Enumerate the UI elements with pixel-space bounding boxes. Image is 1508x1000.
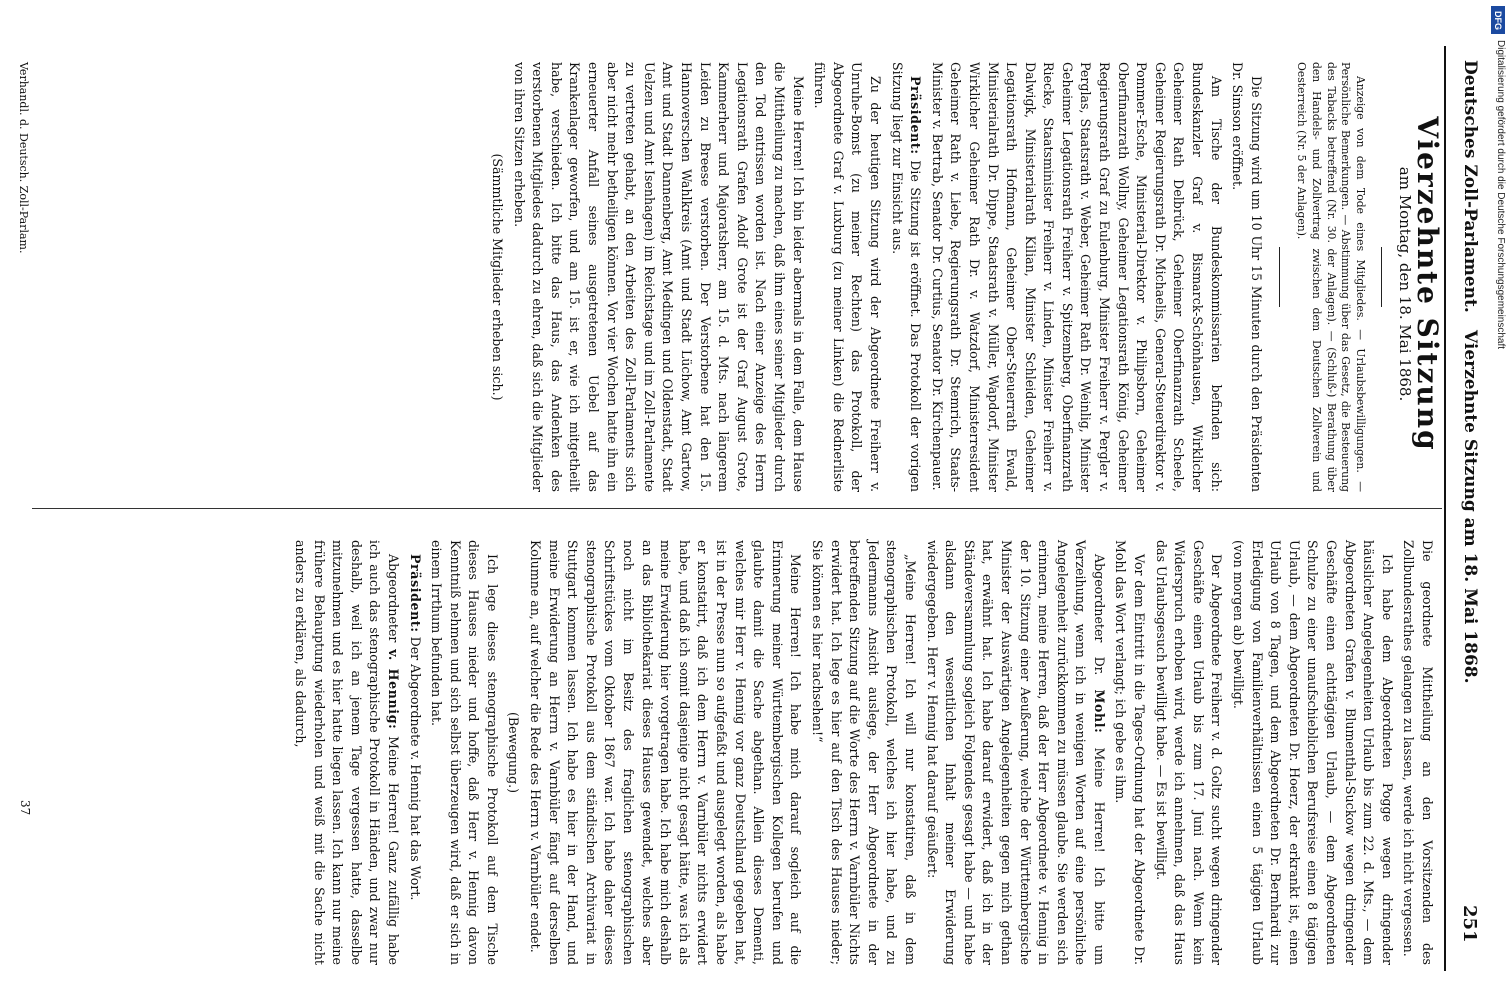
session-title: Vierzehnte Sitzung xyxy=(1411,116,1444,452)
paragraph: Der Abgeordnete Freiherr v. d. Goltz sucht wegen dringender Geschäfte einen Urlaub bis zum 17. Juni nach. Wenn kein Widerspruch erhoben wird, werde ich annehmen, daß das Haus das Urlaubsgesuch bewilligt habe. — Es ist bewilligt. xyxy=(1153,540,1225,965)
left-column xyxy=(485,62,1444,492)
speaker-name: Mohl: xyxy=(1091,689,1107,734)
digitization-note: Digitalisierung gefördert durch die Deutsche Forschungsgemeinschaft xyxy=(1495,40,1506,350)
running-header-left: Deutsches Zoll-Parlament. xyxy=(1460,60,1480,313)
column-rule xyxy=(32,508,1442,509)
header-rule xyxy=(1444,46,1446,971)
paragraph: Ich habe dem Abgeordneten Pogge wegen dringender häuslicher Angelegenheiten Urlaub bis zum 22. d. Mts., — dem Abgeordneten Grafen v. Blumenthal-Suckow wegen dringender Geschäfte einen achttägigen Urlaub, — dem Abgeordneten Schulze zu einer unaufschieblichen Berufsreise einen 8 tägigen Urlaub, — dem Abgeordneten Dr. Hoerz, der erkrankt ist, einen Urlaub von 8 Tagen, und dem Abgeordneten Dr. Bernhardi zur Erledigung von Familienverhältnissen einen 5 tägigen Urlaub (von morgen ab) bewilligt. xyxy=(1231,540,1395,965)
speech-text: Meine Herren! Ganz zufällig habe ich auch das stenographische Protokoll in Händen, und zwar nur deshalb, weil ich an jenem Tage vergessen hatte, dasselbe mitzunehmen und es hier hatte liegen lassen. Ich kann nur meine frühere Behauptung wiederholen und weiß mit die Sache nicht anders zu erklären, als dadurch, xyxy=(292,540,401,965)
paragraph xyxy=(290,540,402,965)
summary-divider xyxy=(1279,247,1280,307)
right-column xyxy=(287,540,1436,965)
running-header-center: Vierzehnte Sitzung am 18. Mai 1868. xyxy=(1460,330,1480,684)
signature-mark: 37 xyxy=(18,800,32,816)
title-divider xyxy=(1381,247,1382,307)
dfg-logo: DFG xyxy=(1491,6,1505,34)
speaker-name: v. Hennig: xyxy=(385,649,401,730)
stage-direction: (Sämmtliche Mitglieder erheben sich.) xyxy=(490,153,506,401)
paragraph: Meine Herren! Ich habe mich darauf sogleich auf die Erinnerung meiner Württembergischen Kollegen berufen und glaubte damit die Sache abgethan. Allein dieses Dementi, welches mir Herr v. Hennig vor ganz Deutschland gegeben hat, ist in der Presse nun so aufgefaßt und ausgelegt worden, als habe er konstatirt, daß ich dem Herrn v. Varnbüler nichts erwidert habe, und daß ich somit dasjenige nicht gesagt hätte, was ich als meine Erwiderung hier vorgetragen habe. Ich habe mich deshalb an das Bibliothekariat dieses Hauses gewendet, welches aber noch nicht im Besitz des fraglichen stenographischen Schriftstückes vom Oktober 1867 war. Ich habe daher dieses stenographische Protokoll aus dem ständischen Archivariat in Stuttgart kommen lassen. Ich habe es hier in der Hand, und meine Erwiderung an Herrn v. Varnbüler fängt auf derselben Kolumne an, auf welcher die Rede des Herrn v. Varnbüler endet. xyxy=(528,540,804,965)
quotation: „Meine Herren! Ich will nur konstatiren, daß in dem stenographischen Protokoll, welches ich hier habe, und zu Jedermanns Ansicht auslege, der Herr Abgeordnete in der betreffenden Sitzung auf die Worte des Herrn v. Varnbüler Nichts erwidert hat. Ich lege es hier auf den Tisch des Hauses nieder; Sie können es hier nachsehen!“ xyxy=(810,540,918,965)
speaker-intro: Abgeordneter xyxy=(385,554,401,650)
speech-text: Die Sitzung ist eröffnet. Das Protokoll der vorigen Sitzung liegt zur Einsicht aus. xyxy=(889,62,924,492)
speaker-intro: Abgeordneter Dr. xyxy=(1091,554,1107,690)
paragraph xyxy=(405,540,424,965)
paragraph: Meine Herren! Ich bin leider abermals in dem Falle, dem Hause die Mittheilung zu machen, daß ihm eines seiner Mitglieder durch den Tod entrissen worden ist. Nach einer Anzeige des Herrn Legationsrath Grafen Adolf Grote ist der Graf August Grote, Kammerherr und Majoratsherr, am 15. d. Mts. nach längerem Leiden zu Breese verstorben. Der Verstorbene hat den 15. Hannoverschen Wahlkreis (Amt und Stadt Lüchow, Amt Gartow, Amt und Stadt Dannenberg, Amt Medingen und Oldenstadt, Stadt Uelzen und Amt Isenhagen) im Reichstage und im Zoll-Parlamente zu vertreten gehabt, an den Arbeiten des Zoll-Parlaments sich aber nicht mehr betheiligen können. Vor vier Wochen hatte ihn ein erneuerter Anfall seines ausgetretenen Uebel auf das Krankenlager geworfen, und am 15. ist er, wie ich mitgetheilt habe, verschieden. Ich bitte das Haus, das Andenken des verstorbenen Mitgliedes dadurch zu ehren, daß sich die Mitglieder von ihren Sitzen erheben. xyxy=(511,62,806,492)
paragraph: Vor dem Eintritt in die Tages-Ordnung hat der Abgeordnete Dr. Mohl das Wort verlangt; ich gebe es ihm. xyxy=(1113,540,1148,965)
page-number: 251 xyxy=(1459,905,1480,943)
paragraph xyxy=(887,62,924,492)
footer-left: Verhandl. d. Deutsch. Zoll-Parlam. xyxy=(17,62,30,254)
paragraph xyxy=(922,540,1108,965)
speech-text: Der Abgeordnete v. Hennig hat das Wort. xyxy=(407,632,423,901)
stage-direction: (Bewegung.) xyxy=(506,711,522,794)
speaker-name: Präsident: xyxy=(407,554,423,633)
paragraph: Ich lege dieses stenographische Protokoll auf dem Tische dieses Hauses nieder und hoffe, daß Herr v. Hennig davon Kenntniß nehmen und sich selbst überzeugen wird, daß er sich in einem Irrthum befunden hat. xyxy=(429,540,500,965)
paragraph: Zu der heutigen Sitzung wird der Abgeordnete Freiherr v. Unruhe-Bomst (zu meiner Rechten) das Protokoll, der Abgeordnete Graf v. Luxburg (zu meiner Linken) die Rednerliste führen. xyxy=(812,62,883,492)
session-date: am Montag, den 18. Mai 1868. xyxy=(1396,166,1415,402)
session-summary: Anzeige von dem Tode eines Mitgliedes. — Urlaubsbewilligungen. — Persönliche Bemerkungen. — Abstimmung über das Gesetz, die Besteuerung des Tabacks betreffend (Nr. 30. der Anlagen). — (Schluß-) Berathung über den Handels- und Zollvertrag zwischen dem Deutschen Zollverein und Oesterreich (Nr. 5 der Anlagen). xyxy=(1295,62,1367,492)
paragraph: Die Sitzung wird um 10 Uhr 15 Minuten durch den Präsidenten Dr. Simson eröffnet. xyxy=(1230,62,1264,492)
paragraph: Die geordnete Mittheilung an den Vorsitzenden des Zollbundesrathes gelangen zu lassen, werde ich nicht vergessen. xyxy=(1401,540,1435,965)
speech-text: Meine Herren! Ich bitte um Verzeihung, wenn ich in wenigen Worten auf eine persönliche Angelegenheit zurückkommen zu müssen glaube. Sie werden sich erinnern, meine Herren, daß der Herr Abgeordnete v. Hennig in der 10. Sitzung einer Aeußerung, welche der Württembergische Minister der Auswärtigen Angelegenheiten gegen mich gethan hat, erwähnt hat. Ich habe darauf erwidert, daß ich in der Ständeversammlung sogleich Folgendes gesagt habe — und habe alsdann den wesentlichen Inhalt meiner Erwiderung wiedergegeben. Herr v. Hennig hat darauf geäußert: xyxy=(924,540,1107,965)
paragraph: Am Tische der Bundeskommissarien befinden sich: Bundeskanzler Graf v. Bismarck-Schönhausen, Wirklicher Geheimer Rath Delbrück, Geheimer Oberfinanzrath Scheele, Geheimer Regierungsrath Dr. Michaelis, General-Steuerdirektor v. Pommer-Esche, Ministerial-Direktor v. Philipsborn, Geheimer Oberfinanzrath Wollny, Geheimer Legationsrath König, Geheimer Regierungsrath Graf zu Eulenburg, Minister Freiherr v. Pergler v. Perglas, Staatsrath v. Weber, Geheimer Rath Dr. Weinlig, Minister Geheimer Legationsrath Freiherr v. Spitzemberg, Oberfinanzrath Riecke, Staatsminister Freiherr v. Linden, Minister Freiherr v. Dalwigk, Ministerialrath Kilian, Minister Schleiden, Geheimer Legationsrath Hofmann, Geheimer Ober-Steuerrath Ewald, Ministerialrath Dr. Dippe, Staatsrath v. Müller, Wapdorf, Minister Wirklicher Geheimer Rath Dr. v. Watzdorf, Ministerresident Geheimer Rath v. Liebe, Regierungsrath Dr. Stemrich, Staats-Minister v. Bertrab, Senator Dr. Curtius, Senator Dr. Kirchenpauer. xyxy=(929,62,1224,492)
speaker-name: Präsident: xyxy=(908,76,924,155)
